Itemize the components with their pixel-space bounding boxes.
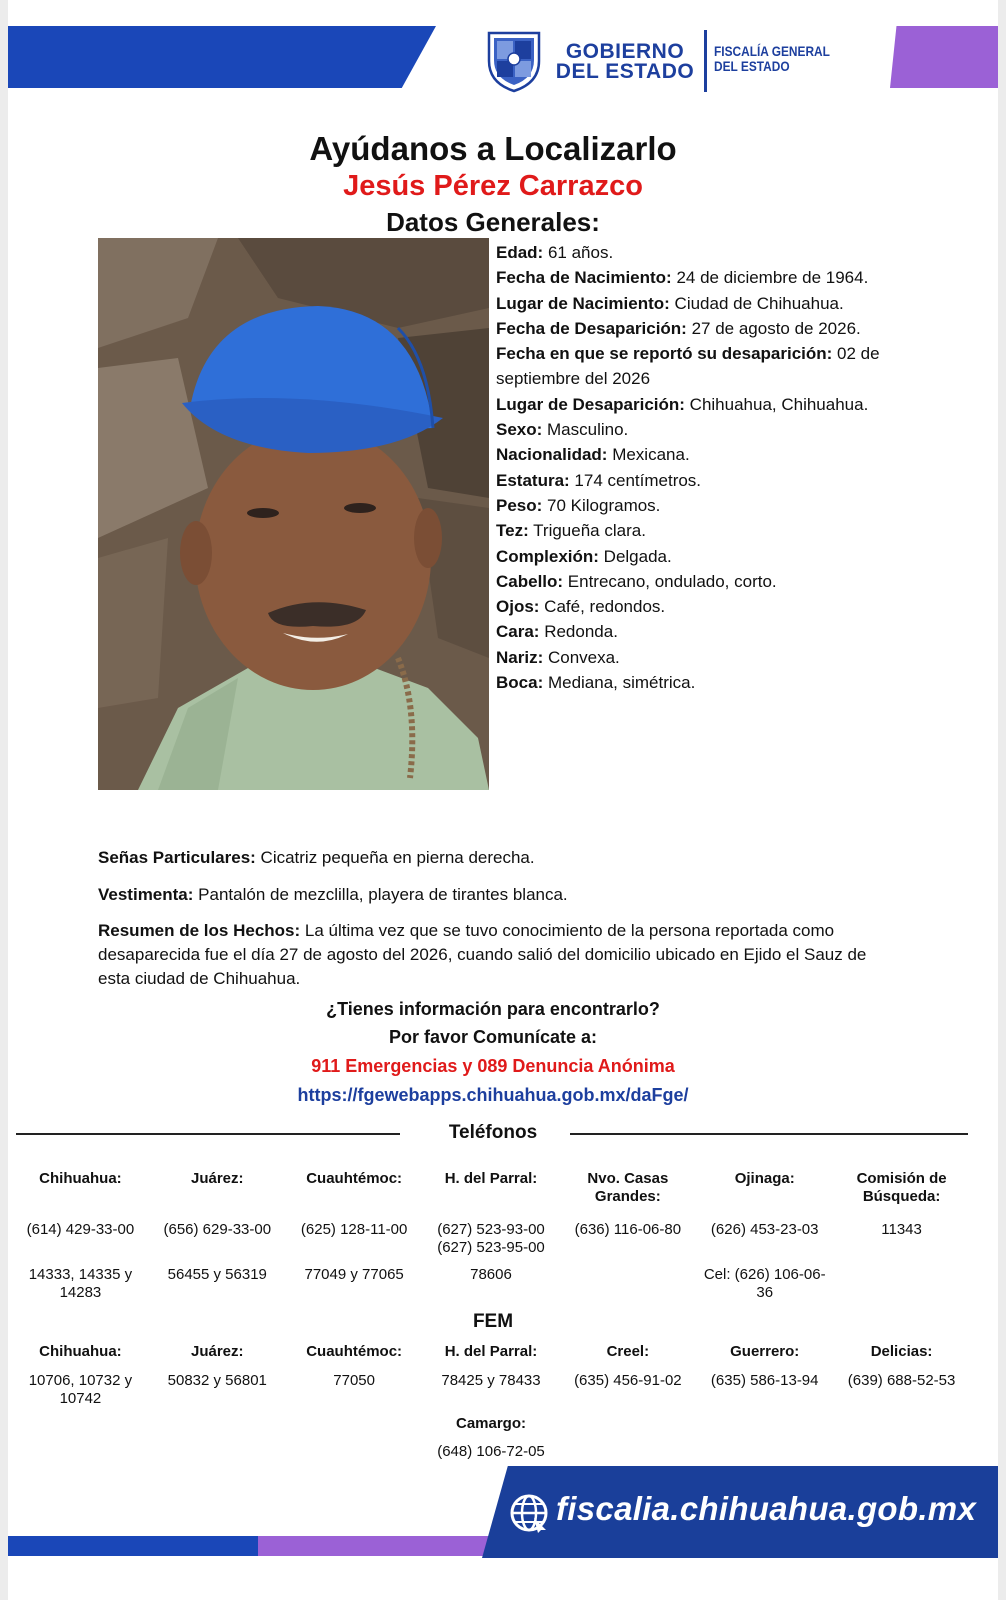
vestimenta-value: Pantalón de mezclilla, playera de tirantes blanca.: [193, 885, 568, 904]
person-photo: [98, 238, 489, 790]
detail-row: [496, 518, 891, 543]
fem-city: Cuauhtémoc:: [306, 1343, 403, 1360]
header-purple-band: [890, 26, 998, 88]
detail-label: Cara:: [496, 622, 540, 642]
phone-city: Chihuahua:: [39, 1170, 122, 1187]
detail-label: Ojos:: [496, 597, 540, 617]
detail-row: [496, 468, 891, 493]
fem-city: H. del Parral:: [444, 1343, 538, 1360]
fge-line-1: FISCALÍA GENERAL: [714, 43, 830, 59]
detail-row: [496, 594, 891, 619]
detail-label: Fecha de Nacimiento:: [496, 268, 672, 288]
missing-person-flyer: [8, 0, 998, 1600]
detail-value: Entrecano, ondulado, corto.: [563, 571, 777, 591]
detail-row: [496, 240, 891, 265]
detail-label: Boca:: [496, 673, 544, 693]
fem-header-row: [12, 1343, 970, 1361]
footer-website[interactable]: fiscalia.chihuahua.gob.mx: [556, 1490, 977, 1527]
gov-line-1: GOBIERNO: [565, 40, 685, 63]
phone-extension: [833, 1266, 970, 1302]
detail-label: Estatura:: [496, 470, 570, 490]
phones-heading: Teléfonos: [448, 1122, 538, 1143]
senas-particulares: [98, 846, 898, 870]
detail-value: Masculino.: [542, 420, 629, 440]
phones-header-row: [12, 1170, 970, 1206]
phone-extension: 14333, 14335 y 14283: [28, 1266, 133, 1301]
detail-label: Complexión:: [496, 546, 599, 566]
fem-number: (635) 586-13-94: [710, 1372, 819, 1389]
fem-number: 50832 y 56801: [167, 1372, 267, 1389]
detail-label: Peso:: [496, 495, 543, 515]
phone-number: (626) 453-23-03: [710, 1221, 819, 1238]
fem-number: 10706, 10732 y 10742: [28, 1372, 133, 1407]
detail-row: [496, 569, 891, 594]
fem-number: (639) 688-52-53: [847, 1372, 956, 1389]
detail-row: [496, 265, 891, 290]
detail-value: Ciudad de Chihuahua.: [669, 293, 844, 313]
detail-row: [496, 291, 891, 316]
detail-value: Trigueña clara.: [528, 521, 646, 541]
fge-line-2: DEL ESTADO: [714, 58, 790, 74]
fem-city: Chihuahua:: [39, 1343, 122, 1360]
vestimenta-label: Vestimenta:: [98, 885, 194, 904]
camargo-label-row: [12, 1415, 970, 1433]
fem-city: Juárez:: [191, 1343, 244, 1360]
globe-icon: [508, 1492, 550, 1534]
detail-value: Mexicana.: [607, 445, 690, 465]
detail-row: [496, 442, 891, 467]
phone-number: (636) 116-06-80: [574, 1221, 682, 1238]
detail-row: [496, 619, 891, 644]
phone-number: (627) 523-93-00 (627) 523-95-00: [437, 1221, 545, 1256]
phone-city: H. del Parral:: [444, 1170, 538, 1187]
resumen-label: Resumen de los Hechos:: [98, 921, 301, 940]
emergency-numbers: 911 Emergencias y 089 Denuncia Anónima: [311, 1056, 675, 1076]
detail-label: Sexo:: [496, 420, 543, 440]
detail-value: Chihuahua, Chihuahua.: [684, 394, 869, 414]
info-question: ¿Tienes información para encontrarlo?: [326, 999, 660, 1019]
senas-value: Cicatriz pequeña en pierna derecha.: [255, 848, 535, 867]
detail-label: Nariz:: [496, 647, 544, 667]
camargo-phone: (648) 106-72-05: [437, 1443, 545, 1460]
detail-label: Tez:: [496, 521, 529, 541]
detail-row: [496, 670, 891, 695]
detail-label: Lugar de Desaparición:: [496, 394, 685, 414]
resumen-hechos: [98, 919, 888, 991]
fem-heading: FEM: [472, 1311, 514, 1332]
camargo-label: Camargo:: [455, 1415, 526, 1432]
flyer-title: Ayúdanos a Localizarlo: [309, 130, 677, 167]
detail-value: Café, redondos.: [539, 597, 666, 617]
resumen-value: La última vez que se tuvo conocimiento de la persona reportada como desaparecida fue el día 27 de agosto del 2026, cuando salió del domicilio ubicado en Ejido el Sauz de esta ciudad de Chihuahua.: [98, 921, 867, 988]
phone-number: (625) 128-11-00: [300, 1221, 408, 1238]
gov-line-2: DEL ESTADO: [555, 60, 695, 83]
detail-value: 27 de agosto de 2026.: [686, 318, 861, 338]
fem-city: Guerrero:: [730, 1343, 800, 1360]
general-data-list: [496, 240, 891, 695]
phone-extension: Cel: (626) 106-06-36: [703, 1266, 826, 1301]
detail-row: [496, 645, 891, 670]
fem-city: Creel:: [606, 1343, 650, 1360]
header-blue-band: [8, 26, 436, 88]
detail-value: 70 Kilogramos.: [542, 495, 661, 515]
fem-number: 78425 y 78433: [441, 1372, 541, 1389]
phone-number: (656) 629-33-00: [163, 1221, 272, 1238]
contact-prompt: Por favor Comunícate a:: [388, 1027, 598, 1047]
logo-divider: [704, 30, 707, 92]
detail-label: Edad:: [496, 243, 544, 262]
phone-extension: 77049 y 77065: [304, 1266, 404, 1283]
state-shield-icon: [485, 27, 543, 93]
detail-value: Delgada.: [598, 546, 672, 566]
detail-label: Fecha en que se reportó su desaparición:: [496, 344, 833, 364]
phones-row-2: [12, 1266, 970, 1302]
fem-number: (635) 456-91-02: [574, 1372, 682, 1389]
detail-row: [496, 341, 891, 392]
detail-value: 02 de septiembre del 2026: [496, 344, 880, 389]
phone-number: 11343: [881, 1221, 922, 1238]
senas-label: Señas Particulares:: [98, 848, 256, 867]
camargo-phone-row: [12, 1443, 970, 1461]
detail-value: 24 de diciembre de 1964.: [671, 268, 869, 288]
phone-extension: 78606: [470, 1266, 512, 1283]
detail-label: Nacionalidad:: [496, 445, 608, 465]
detail-row: [496, 392, 891, 417]
detail-value: 174 centímetros.: [569, 470, 702, 490]
detail-label: Cabello:: [496, 571, 564, 591]
phone-city: Comisión de Búsqueda:: [856, 1170, 947, 1205]
footer-purple-bar: [258, 1536, 498, 1556]
detail-row: [496, 316, 891, 341]
detail-label: Lugar de Nacimiento:: [496, 293, 670, 313]
vestimenta: [98, 883, 898, 907]
phone-city: Nvo. Casas Grandes:: [587, 1170, 669, 1205]
detail-label: Fecha de Desaparición:: [496, 318, 687, 338]
portrait-illustration: [98, 238, 489, 790]
report-url-link[interactable]: https://fgewebapps.chihuahua.gob.mx/daFge/: [297, 1085, 689, 1105]
gobierno-logo-text: [550, 42, 700, 82]
detail-row: [496, 544, 891, 569]
detail-value: Mediana, simétrica.: [543, 673, 696, 693]
phone-city: Ojinaga:: [734, 1170, 795, 1187]
detail-value: Convexa.: [543, 647, 620, 667]
detail-value: 61 años.: [543, 243, 614, 262]
phone-extension: 56455 y 56319: [167, 1266, 267, 1283]
phone-number: (614) 429-33-00: [26, 1221, 135, 1238]
footer-blue-bar: [8, 1536, 268, 1556]
fem-row-1: [12, 1372, 970, 1408]
detail-value: Redonda.: [539, 622, 618, 642]
phone-city: Cuauhtémoc:: [306, 1170, 403, 1187]
fem-city: Delicias:: [870, 1343, 933, 1360]
phones-row-1: [12, 1221, 970, 1257]
phone-city: Juárez:: [191, 1170, 244, 1187]
detail-row: [496, 493, 891, 518]
section-heading: Datos Generales:: [386, 207, 600, 237]
person-name: Jesús Pérez Carrazco: [343, 170, 643, 202]
detail-row: [496, 417, 891, 442]
fiscalia-logo-text: [714, 44, 830, 74]
fem-number: 77050: [333, 1372, 375, 1389]
phone-extension: [559, 1266, 696, 1302]
